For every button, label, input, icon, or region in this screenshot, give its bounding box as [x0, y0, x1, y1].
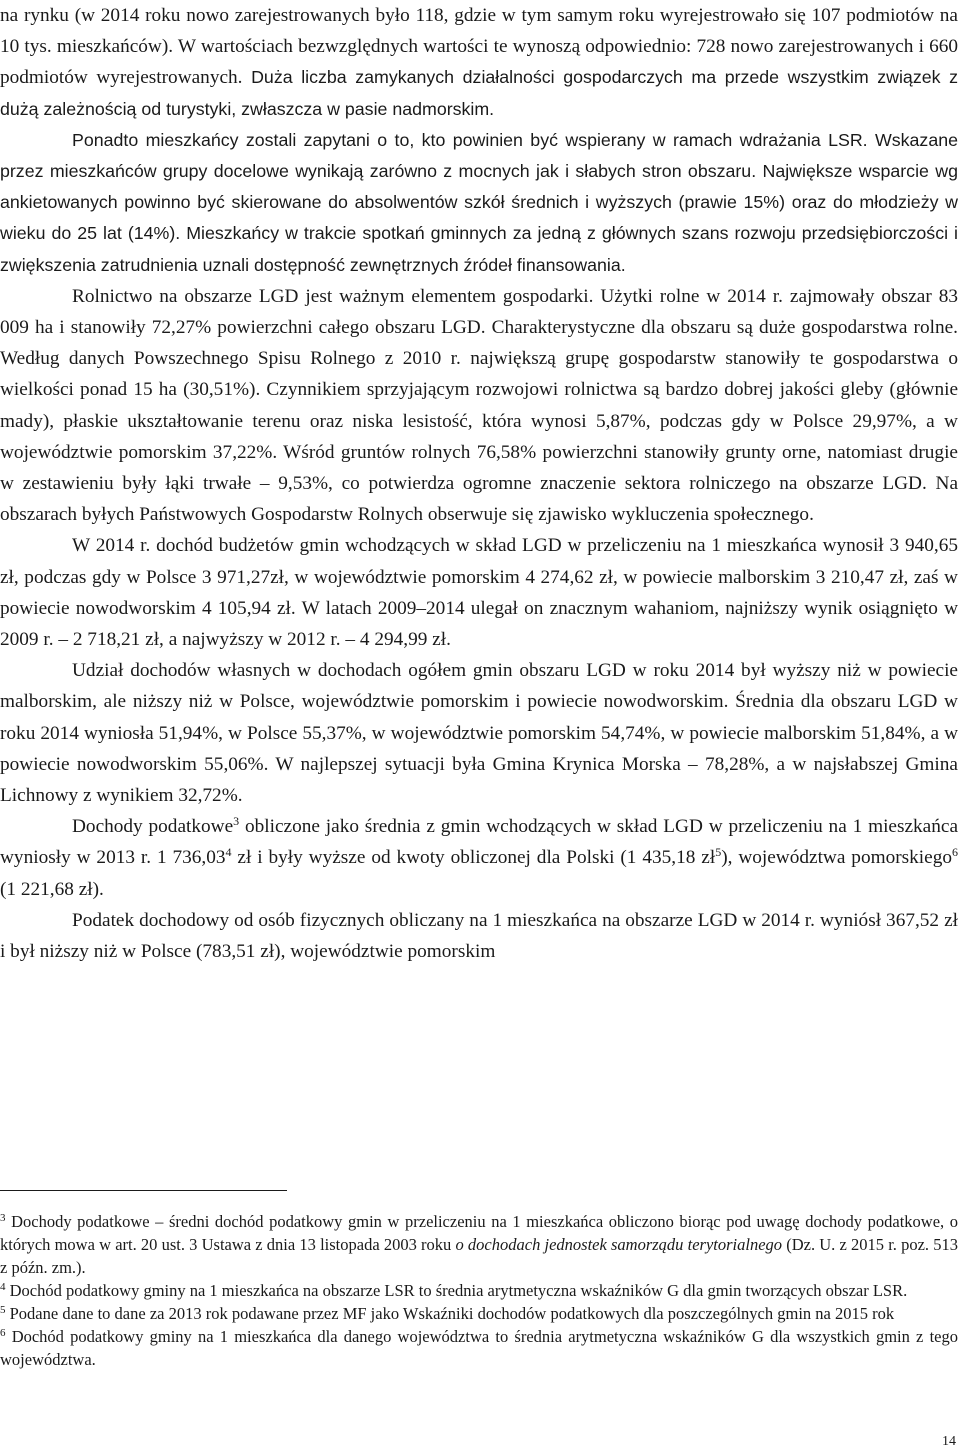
footnote-text: (Dz. U. z 2015 r. poz. 513 z późn. zm.). — [0, 1235, 958, 1277]
text-segment: Udział dochodów własnych w dochodach ogółem gmin obszaru LGD w roku 2014 był wyższy niż w powiecie malborskim, ale niższy niż w Polsce, województwie pomorskim i powiecie nowodworskim. Średnia dla obszaru LGD w roku 2014 wyniosła 51,94%, w Polsce 55,37%, w województwie pomorskim 54,74%, w powiecie malborskim 51,84%, a w powiecie nowodworskim 55,06%. W najlepszej sytuacji była Gmina Krynica Morska – 78,28%, a w najsłabszej Gmina Lichnowy z wynikiem 32,72%. — [0, 660, 958, 807]
paragraph-tax-income — [0, 811, 958, 905]
footnote-6 — [0, 1325, 958, 1371]
text-segment: Ponadto mieszkańcy zostali zapytani o to, kto powinien być wspierany w ramach wdrażania LSR. Wskazane przez mieszkańców grupy docelowe wynikają zarówno z mocnych jak i słabych stron obszaru. Największe wsparcie wg ankietowanych powinno być skierowane do absolwentów szkół średnich i wyższych (prawie 15%) oraz do młodzieży w wieku do 25 lat (14%). Mieszkańcy w trakcie spotkań gminnych za jedną z głównych szans rozwoju przedsiębiorczości i zwiększenia zatrudnienia uznali dostępność zewnętrznych źródeł finansowania. — [0, 129, 958, 275]
footnote-number: 4 — [0, 1281, 6, 1293]
footnote-separator — [0, 1190, 287, 1191]
text-segment: Dochody podatkowe — [72, 816, 234, 838]
footnote-ref[interactable]: 5 — [715, 845, 722, 860]
footnote-number: 3 — [0, 1212, 6, 1224]
footnote-text: Dochód podatkowy gminy na 1 mieszkańca dla danego województwa to średnia arytmetyczna wskaźników G dla wszystkich gmin z tego województwa. — [0, 1327, 958, 1369]
footnote-text-italic: o dochodach jednostek samorządu terytorialnego — [455, 1235, 783, 1254]
text-segment: (1 221,68 zł). — [0, 878, 104, 900]
footnote-text: Dochody podatkowe – średni dochód podatkowy gmin w przeliczeniu na 1 mieszkańca obliczono biorąc pod uwagę dochody podatkowe, o których mowa w art. 20 ust. 3 Ustawa z dnia 13 listopada 2003 roku — [0, 1212, 958, 1254]
text-segment: zł i były wyższe od kwoty obliczonej dla Polski (1 435,18 zł — [231, 847, 716, 869]
footnote-ref[interactable]: 4 — [225, 845, 232, 860]
text-segment: obliczone jako średnia z gmin wchodzących w skład LGD w przeliczeniu na 1 mieszkańca wyniosły w 2013 r. 1 736,03 — [0, 816, 958, 869]
paragraph-own-income-share — [0, 655, 958, 811]
footnote-number: 6 — [0, 1327, 6, 1339]
text-segment: W 2014 r. dochód budżetów gmin wchodzących w skład LGD w przeliczeniu na 1 mieszkańca wynosił 3 940,65 zł, podczas gdy w Polsce 3 971,27zł, w województwie pomorskim 4 274,62 zł, w powiecie malborskim 3 210,47 zł, zaś w powiecie nowodworskim 4 105,94 zł. W latach 2009–2014 ulegał on znacznym wahaniom, najniższy wynik osiągnięto w 2009 r. – 2 718,21 zł, a najwyższy w 2012 r. – 4 294,99 zł. — [0, 535, 958, 651]
footnote-ref[interactable]: 3 — [233, 814, 240, 829]
paragraph-budget-income — [0, 530, 958, 655]
footnote-ref[interactable]: 6 — [952, 845, 958, 860]
paragraph-enterprise — [0, 0, 958, 125]
footnote-text: Podane dane to dane za 2013 rok podawane przez MF jako Wskaźniki dochodów podatkowych dla poszczególnych gmin na 2015 rok — [5, 1304, 895, 1323]
paragraph-pit — [0, 905, 958, 967]
footnote-3 — [0, 1210, 958, 1279]
text-segment-sans: Duża liczba zamykanych działalności gospodarczych ma przede wszystkim związek z dużą zależnością od turystyki, zwłaszcza w pasie nadmorskim. — [0, 67, 958, 119]
text-segment: Podatek dochodowy od osób fizycznych obliczany na 1 mieszkańca na obszarze LGD w 2014 r. wyniósł 367,52 zł i był niższy niż w Polsce (783,51 zł), województwie pomorskim — [0, 909, 958, 963]
text-segment: W wartościach bezwzględnych wartości te wynoszą odpowiednio: 728 nowo zarejestrowanych i 660 podmiotów wyrejestrowanych. — [0, 36, 959, 89]
text-segment: na rynku (w 2014 roku nowo zarejestrowanych było 118, gdzie w tym samym roku wyrejestrowało się 107 podmiotów na 10 tys. mieszkańców). — [0, 5, 958, 58]
footnote-5 — [0, 1302, 958, 1325]
text-segment: Rolnictwo na obszarze LGD jest ważnym elementem gospodarki. Użytki rolne w 2014 r. zajmowały obszar 83 009 ha i stanowiły 72,27% powierzchni całego obszaru LGD. Charakterystyczne dla obszaru są duże gospodarstwa rolne. Według danych Powszechnego Spisu Rolnego z 2010 r. największą grupę gospodarstw stanowiły te gospodarstwa o wielkości ponad 15 ha (30,51%). Czynnikiem sprzyjającym rozwojowi rolnictwa są bardzo dobrej jakości gleby (głównie mady), płaskie ukształtowanie terenu oraz niska lesistość, która wynosi 5,87%, podczas gdy w Polsce 29,97%, a w województwie pomorskim 37,22%. Wśród gruntów rolnych 76,58% powierzchni stanowiły grunty orne, natomiast drugie w zestawieniu były łąki trwałe – 9,53%, co potwierdza ogromne znaczenie sektora rolniczego na obszarze LGD. Na obszarach byłych Państwowych Gospodarstw Rolnych obserwuje się zjawisko wykluczenia społecznego. — [0, 285, 958, 526]
footnote-number: 5 — [0, 1304, 6, 1316]
footnotes — [0, 1210, 958, 1371]
paragraph-target-groups — [0, 125, 958, 281]
paragraph-agriculture — [0, 281, 958, 531]
text-segment: ), województwa pomorskiego — [721, 847, 952, 869]
footnote-text: Dochód podatkowy gminy na 1 mieszkańca na obszarze LSR to średnia arytmetyczna wskaźników G dla gmin tworzących obszar LSR. — [5, 1281, 908, 1300]
footnote-4 — [0, 1279, 958, 1302]
page-number: 14 — [942, 1434, 956, 1449]
